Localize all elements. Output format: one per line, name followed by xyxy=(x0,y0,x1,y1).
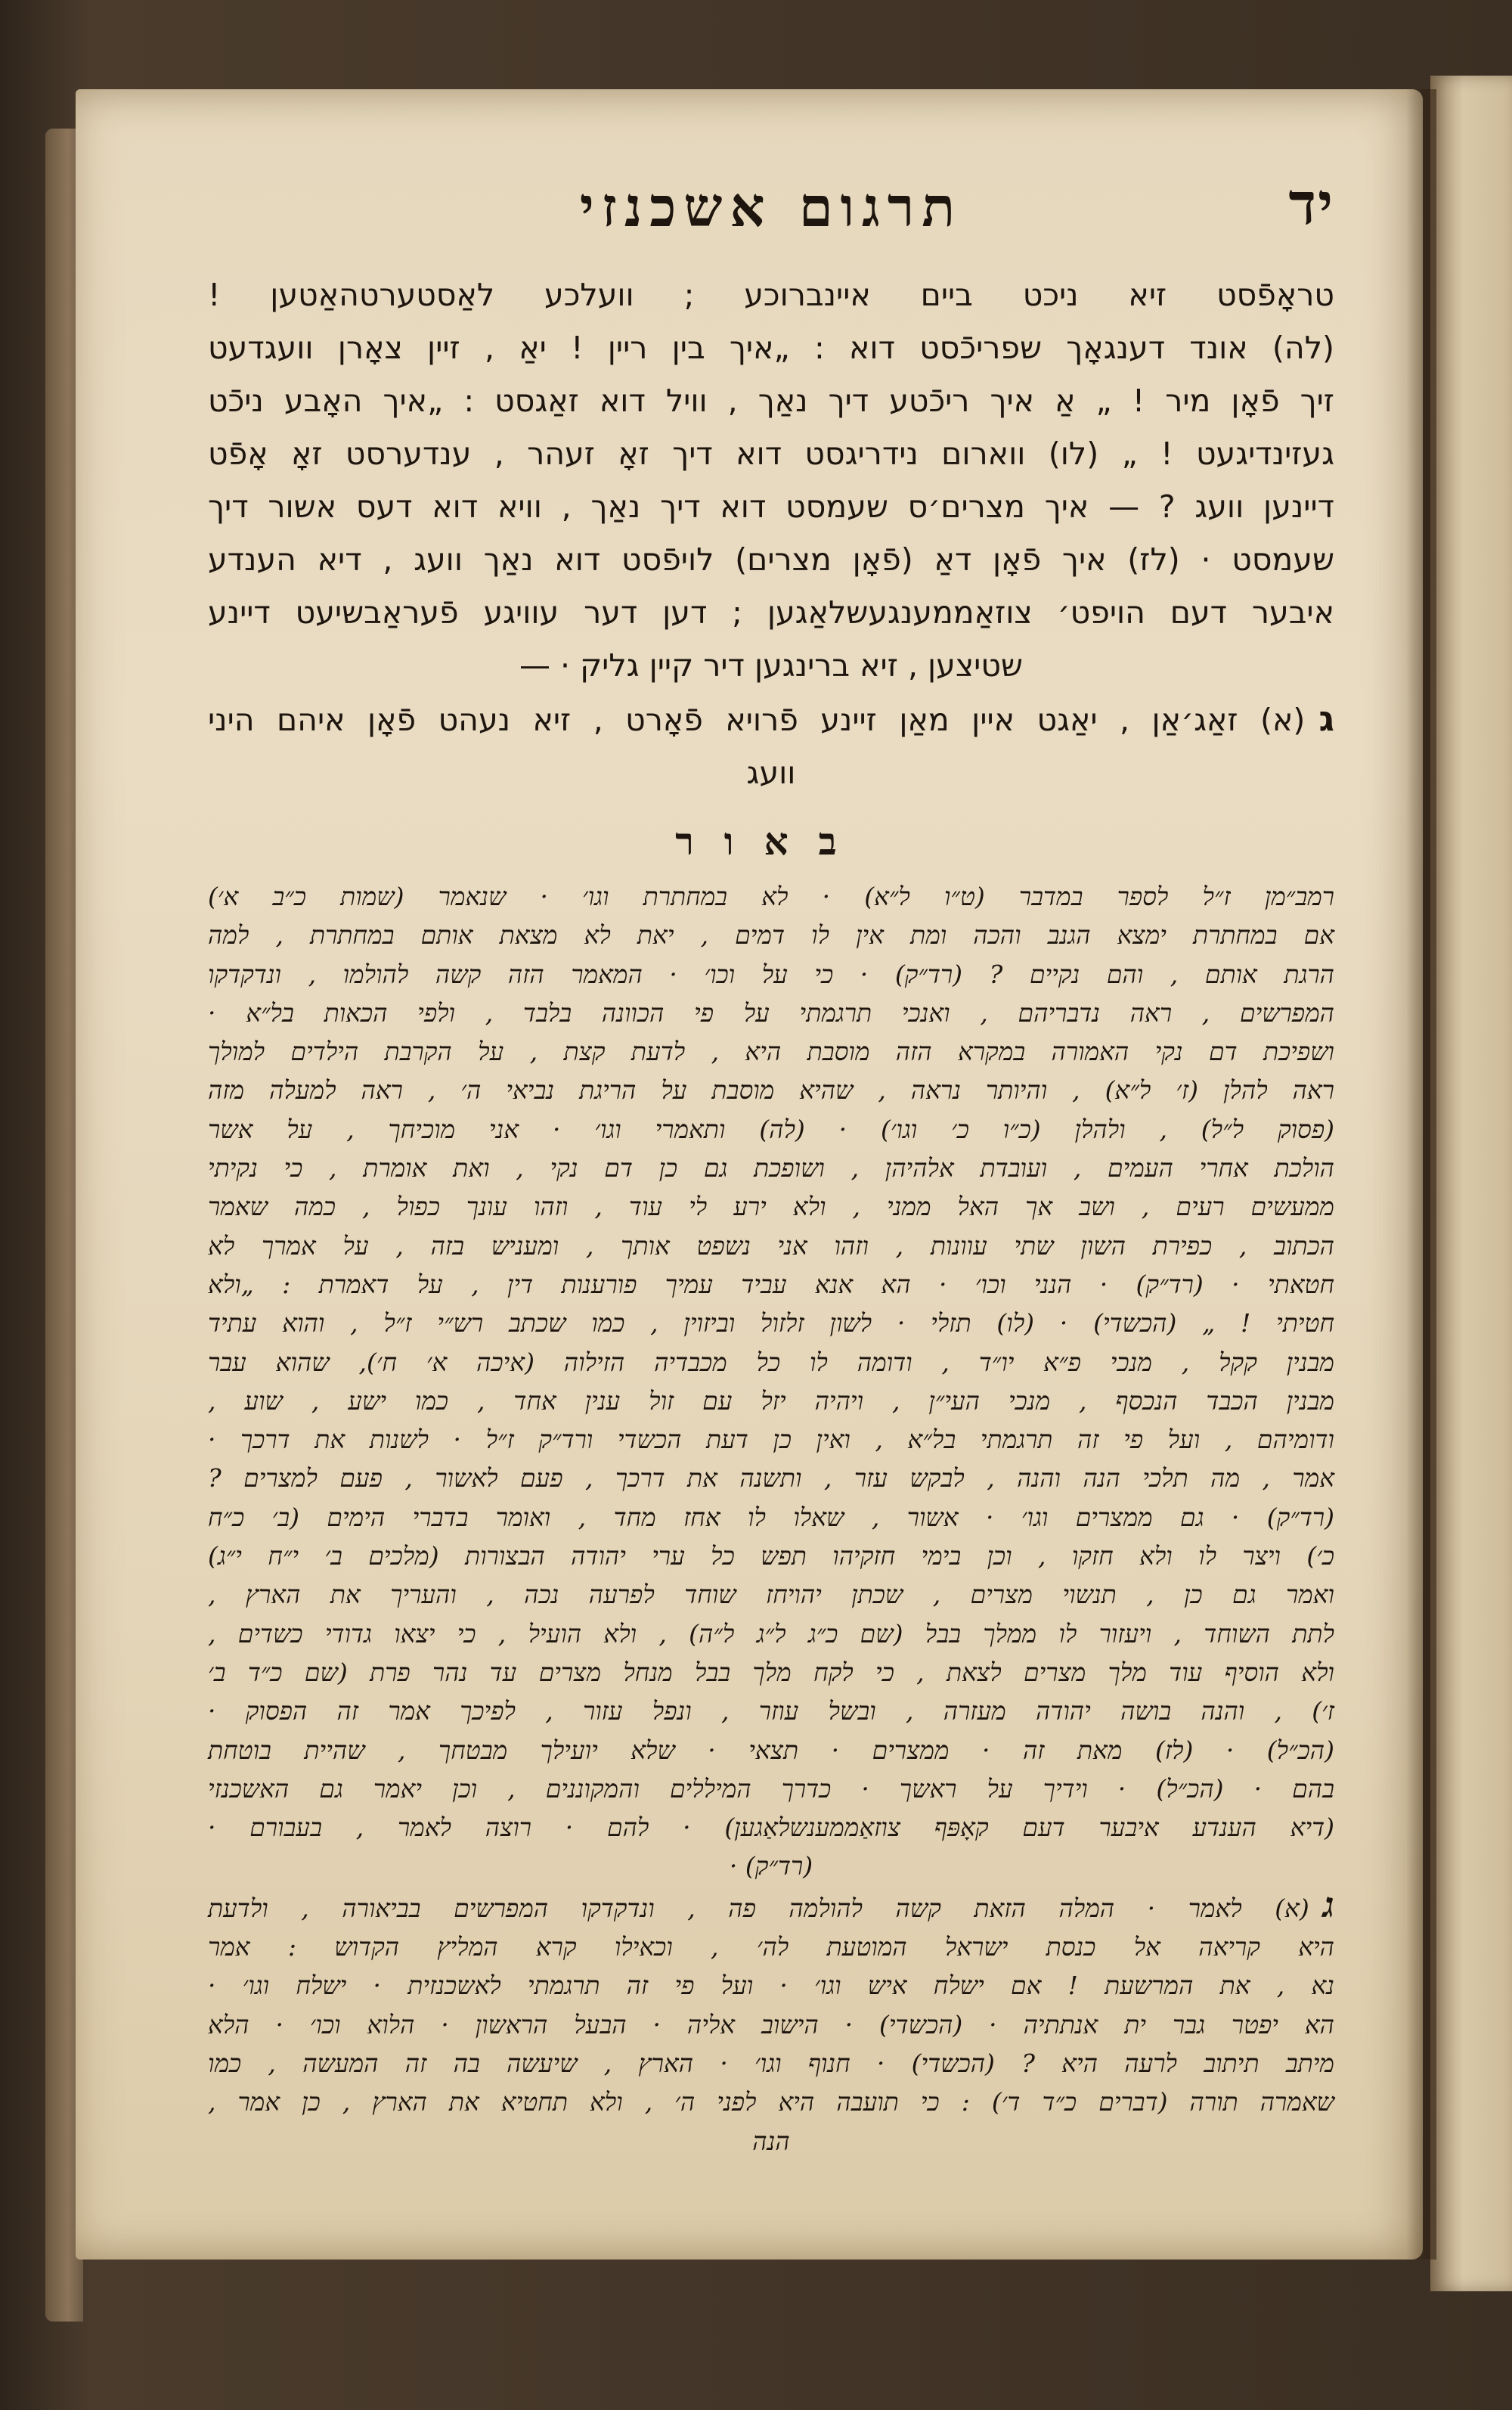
commentary-line: (רד״ק) · xyxy=(729,1851,813,1881)
verse-line xyxy=(208,692,1334,746)
verse-text: (א) לאמר · המלה הזאת קשה להולמה פה , ונדקדקו המפרשים בביאורה , ולדעת xyxy=(208,1893,1309,1923)
commentary-verse-line xyxy=(208,1886,1334,1928)
commentary-line: מבנין קקל , מנכי פ״א יו״ד , ודומה לו כל מכבדיה הזילוה (איכה א׳ ח׳), שהוא עבר xyxy=(208,1347,1334,1377)
page-content xyxy=(208,170,1334,2160)
gutter-shadow xyxy=(1406,89,1436,2260)
commentary-line: ממעשים רעים , ושב אך האל ממני , ולא ירע לי עוד , וזהו עונך כפול , כמה שאמר xyxy=(208,1192,1334,1222)
commentary-line: הנה xyxy=(752,2126,790,2156)
commentary-block xyxy=(208,877,1334,2160)
page-header xyxy=(208,170,1334,253)
commentary-line: המפרשים , ראה נדבריהם , ואנכי תרגמתי על פי הכוונה בלבד , ולפי הכאות בל״א · xyxy=(208,997,1334,1028)
commentary-line: חטאתי · (רד״ק) · הנני וכו׳ · הא אנא עביד עמיך פורענות דין , על דאמרת : „ולא xyxy=(208,1269,1334,1299)
commentary-line: בהם · (הכ״ל) · וידיך על ראשך · כדרך המיללים והמקוננים , וכן יאמר גם האשכנזי xyxy=(208,1773,1334,1804)
translation-line: זיך פֿאָן מיר ! „ אַ איך ריכֿטע דיך נאַך , וויל דוא זאַגסט : „איך האָבע ניכֿט xyxy=(208,383,1334,419)
translation-line: טראָפֿסט זיא ניכט ביים איינברוכע ; וועלכע לאַסטערטהאַטען ! xyxy=(208,277,1334,313)
commentary-line: ושפיכת דם נקי האמורה במקרא הזה מוסבת היא , לדעת קצת , על הקרבת הילדים למולך xyxy=(208,1037,1334,1067)
commentary-line: (פסוק ל״ל) , ולהלן (כ״ו כ׳ וגו׳) · (לה) ותאמרי וגו׳ · אני מוכיחך , על אשר xyxy=(208,1114,1334,1144)
commentary-line: (הכ״ל) · (לז) מאת זה · ממצרים · תצאי · שלא יועילך מבטחך , שהיית בוטחת xyxy=(208,1735,1334,1765)
commentary-line: הולכת אחרי העמים , ועובדת אלהיהן , ושופכת גם כן דם נקי , ואת אומרת , כי נקיתי xyxy=(208,1153,1334,1183)
commentary-line: מיתב תיתוב לרעה היא ? (הכשדי) · חנוף וגו׳ · הארץ , שיעשה בה זה המעשה , כמו xyxy=(208,2048,1334,2078)
commentary-line: הא יפטר גבר ית אנתתיה · (הכשדי) · הישוב אליה · הבעל הראשון · הלוא וכו׳ · הלא xyxy=(208,2009,1334,2039)
commentary-line: הרגת אותם , והם נקיים ? (רד״ק) · כי על וכו׳ · המאמר הזה קשה להולמו , ונדקדקו xyxy=(208,959,1334,989)
commentary-line: ראה להלן (ז׳ ל״א) , והיותר נראה , שהיא מוסבת על הריגת נביאי ה׳ , ראה למעלה מזה xyxy=(208,1075,1334,1106)
commentary-line: ולא הוסיף עוד מלך מצרים לצאת , כי לקח מלך בבל מנחל מצרים עד נהר פרת (שם כ״ד ב׳ xyxy=(208,1657,1334,1687)
translation-line: שטיצען , זיא ברינגען דיר קיין גליק · — xyxy=(519,647,1023,684)
translation-line: דיינען וועג ? — איך מצרים׳ס שעמסט דוא דיך נאַך , וויא דוא דעס אשור דיך xyxy=(208,489,1334,525)
verse-text: (א) זאַג׳אַן , יאַגט איין מאַן זיינע פֿרויא פֿאָרט , זיא נעהט פֿאָן איהם היני xyxy=(208,702,1306,738)
commentary-line: מבנין הכבד הנכסף , מנכי העי״ן , ויהיה יזל עם זול ענין אחד , כמו ישע , שוע , xyxy=(208,1385,1334,1416)
commentary-line: (רד״ק) · גם ממצרים וגו׳ · אשור , שאלו לו אחז מחד , ואומר בדברי הימים (ב׳ כ״ח xyxy=(208,1502,1334,1532)
page-number: יד xyxy=(1288,170,1334,237)
translation-line: שעמסט · (לז) איך פֿאָן דאַ (פֿאָן מצרים) לויפֿסט דוא נאַך וועג , דיא הענדע xyxy=(208,541,1334,578)
commentary-line: רמב״מן ז״ל לספר במדבר (ט״ו ל״א) · לא במחתרת וגו׳ · שנאמר (שמות כ״ב א׳) xyxy=(208,882,1334,911)
translation-line: (לה) אונד דענגאָך שפריכֿסט דוא : „איך בין ריין ! יאַ , זיין צאָרן וועגדעט xyxy=(208,330,1334,366)
commentary-line: שאמרה תורה (דברים כ״ד ד׳) : כי תועבה היא לפני ה׳ , ולא תחטיא את הארץ , כן אמר , xyxy=(208,2087,1334,2117)
commentary-line: (דיא הענדע איבער דעם קאָפּף צוזאַממענשלאַגען) · להם · רוצה לאמר , בעבורם · xyxy=(208,1813,1334,1843)
chapter-mark: ג xyxy=(1322,1884,1334,1925)
commentary-line: היא קריאה אל כנסת ישראל המוטעת לה׳ , וכאילו קרא המליץ הקדוש : אמר xyxy=(208,1932,1334,1962)
commentary-line: חטיתי ! „ (הכשדי) · (לו) תזלי · לשון זלזול וביזוין , כמו שכתב רש״י ז״ל , והוא עתיד xyxy=(208,1308,1334,1338)
commentary-line: אמר , מה תלכי הנה והנה , לבקש עזר , ותשנה את דרכך , פעם לאשור , פעם למצרים ? xyxy=(208,1463,1334,1493)
commentary-line: אם במחתרת ימצא הגנב והכה ומת אין לו דמים , יאת לא מצאת אותם במחתרת , למה xyxy=(208,920,1334,951)
translation-line: געזינדיגעט ! „ (לו) ווארום נידריגסט דוא דיך זאָ זעהר , ענדערסט זאָ אָפֿט xyxy=(208,436,1334,472)
commentary-line: ז׳) , והנה בושה יהודה מעזרה , ובשל עוזר , ונפל עזור , לפיכך אמר זה הפסוק · xyxy=(208,1696,1334,1726)
commentary-line: לתת השוחד , ויעזור לו ממלך בבל (שם כ״ג ל״ג ל״ה) , ולא הועיל , כי יצאו גדודי כשדים , xyxy=(208,1618,1334,1649)
running-title: תרגום אשכנזי xyxy=(579,175,963,239)
chapter-mark: ג xyxy=(1318,698,1334,739)
commentary-line: נא , את המרשעת ! אם ישלח איש וגו׳ · ועל פי זה תרגמתי לאשכנזית · ישלח וגו׳ · xyxy=(208,1971,1334,2001)
translation-block xyxy=(208,268,1334,799)
commentary-line: ודומיהם , ועל פי זה תרגמתי בל״א , ואין כן דעת הכשדי ורד״ק ז״ל · לשנות את דרכך · xyxy=(208,1425,1334,1455)
commentary-line: הכתוב , כפירת השון שתי עוונות , וזהו אני נשפט אותך , ומעניש בזה , על אמרך לא xyxy=(208,1230,1334,1261)
verse-line: וועג xyxy=(746,755,796,791)
commentary-line: כ׳) ויצר לו ולא חזקו , וכן בימי חזקיהו תפש כל ערי יהודה הבצורות (מלכים ב׳ י״ח י״ג) xyxy=(208,1541,1334,1571)
commentary-line: ואמר גם כן , תנשוי מצרים , שכתן יהויחז שוחד לפרעה נכה , והעריך את הארץ , xyxy=(208,1580,1334,1610)
commentary-heading: באור xyxy=(675,819,867,864)
facing-page-edge xyxy=(1430,76,1512,2291)
translation-line: איבער דעם הויפט׳ צוזאַממענגעשלאַגען ; דען דער עוויגע פֿעראַבשיעט דיינע xyxy=(208,594,1334,631)
